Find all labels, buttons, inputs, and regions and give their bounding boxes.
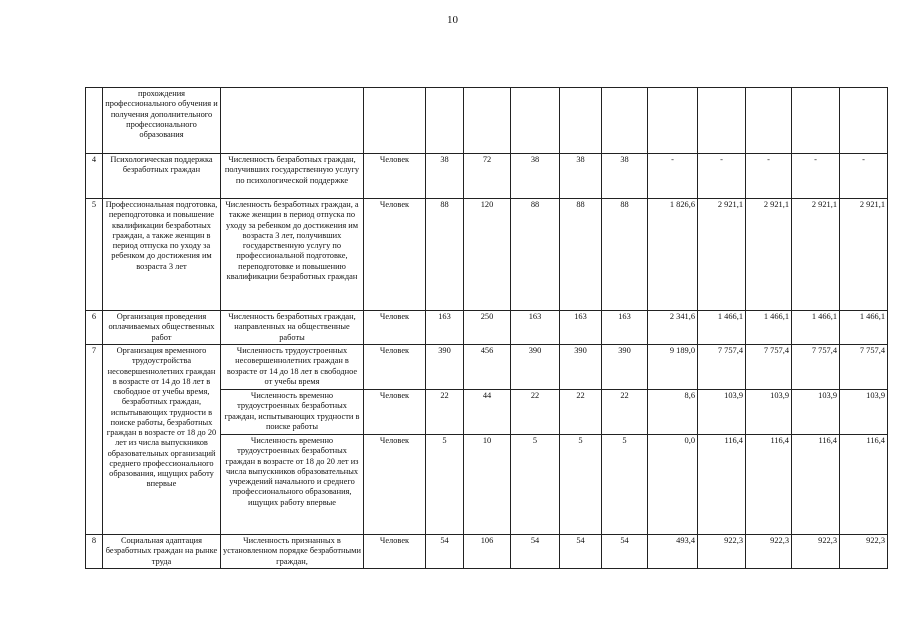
value-cell: 88 xyxy=(511,199,560,311)
finance-cell: 1 466,1 xyxy=(698,311,746,345)
value-cell: 22 xyxy=(511,390,560,435)
activity-cell: Организация временного трудоустройства несовершеннолетних граждан в возрасте от 14 до 18 лет в свободное от учебы время, безработных граждан, испытывающих трудности в поиске работы, безработных граждан в возрасте от 18 до 20 лет из числа выпускников образовательных организаций среднего профессионального образования, ищущих работу впервые xyxy=(103,345,221,535)
value-cell: 22 xyxy=(426,390,464,435)
value-cell: 88 xyxy=(560,199,602,311)
table-row xyxy=(86,535,888,569)
unit-cell: Человек xyxy=(364,154,426,199)
finance-cell: 116,4 xyxy=(840,435,888,535)
page-number: 10 xyxy=(447,14,458,26)
finance-cell xyxy=(698,88,746,154)
table-row-continuation xyxy=(86,88,888,154)
value-cell: 390 xyxy=(426,345,464,390)
finance-cell: 922,3 xyxy=(698,535,746,569)
value-cell xyxy=(464,88,511,154)
finance-cell: 7 757,4 xyxy=(746,345,792,390)
finance-cell: 1 826,6 xyxy=(648,199,698,311)
table-row xyxy=(86,154,888,199)
value-cell: 38 xyxy=(602,154,648,199)
finance-cell: 2 921,1 xyxy=(746,199,792,311)
indicator-cell: Численность временно трудоустроенных безработных граждан, испытывающих трудности в поиске работы xyxy=(221,390,364,435)
activity-cell: Организация проведения оплачиваемых общественных работ xyxy=(103,311,221,345)
row-number-cell: 7 xyxy=(86,345,103,535)
finance-cell: 2 921,1 xyxy=(698,199,746,311)
unit-cell: Человек xyxy=(364,535,426,569)
unit-cell: Человек xyxy=(364,199,426,311)
finance-cell: 9 189,0 xyxy=(648,345,698,390)
finance-cell xyxy=(648,88,698,154)
value-cell: 390 xyxy=(560,345,602,390)
indicator-cell: Численность признанных в установленном порядке безработными граждан, xyxy=(221,535,364,569)
value-cell: 72 xyxy=(464,154,511,199)
value-cell: 22 xyxy=(560,390,602,435)
finance-cell: 116,4 xyxy=(792,435,840,535)
finance-cell: 8,6 xyxy=(648,390,698,435)
table-row xyxy=(86,345,888,390)
indicator-cell xyxy=(221,88,364,154)
value-cell: 10 xyxy=(464,435,511,535)
value-cell: 390 xyxy=(511,345,560,390)
finance-cell xyxy=(792,88,840,154)
row-number-cell: 6 xyxy=(86,311,103,345)
value-cell xyxy=(560,88,602,154)
value-cell: 22 xyxy=(602,390,648,435)
unit-cell: Человек xyxy=(364,311,426,345)
value-cell: 163 xyxy=(560,311,602,345)
finance-cell: 116,4 xyxy=(698,435,746,535)
indicator-cell: Численность безработных граждан, направленных на общественные работы xyxy=(221,311,364,345)
finance-cell: 2 921,1 xyxy=(840,199,888,311)
value-cell: 250 xyxy=(464,311,511,345)
finance-cell: 922,3 xyxy=(792,535,840,569)
finance-cell: - xyxy=(840,154,888,199)
value-cell: 5 xyxy=(426,435,464,535)
value-cell: 44 xyxy=(464,390,511,435)
finance-cell: 7 757,4 xyxy=(698,345,746,390)
activity-cell: прохождения профессионального обучения и получения дополнительного профессионального образования xyxy=(103,88,221,154)
value-cell: 5 xyxy=(560,435,602,535)
finance-cell: 7 757,4 xyxy=(792,345,840,390)
finance-cell: 7 757,4 xyxy=(840,345,888,390)
value-cell: 5 xyxy=(511,435,560,535)
value-cell: 390 xyxy=(602,345,648,390)
unit-cell: Человек xyxy=(364,345,426,390)
finance-cell: - xyxy=(746,154,792,199)
table-row xyxy=(86,199,888,311)
value-cell: 163 xyxy=(602,311,648,345)
finance-cell: 0,0 xyxy=(648,435,698,535)
value-cell xyxy=(426,88,464,154)
finance-cell: 2 341,6 xyxy=(648,311,698,345)
finance-cell: 1 466,1 xyxy=(792,311,840,345)
indicator-cell: Численность безработных граждан, получивших государственную услугу по психологической поддержке xyxy=(221,154,364,199)
finance-cell: 922,3 xyxy=(746,535,792,569)
finance-cell: 1 466,1 xyxy=(746,311,792,345)
finance-cell: 922,3 xyxy=(840,535,888,569)
value-cell: 106 xyxy=(464,535,511,569)
indicator-cell: Численность временно трудоустроенных безработных граждан в возрасте от 18 до 20 лет из числа выпускников образовательных учреждений начального и среднего профессионального образования, ищущих работу впервые xyxy=(221,435,364,535)
finance-cell: 103,9 xyxy=(746,390,792,435)
activity-cell: Психологическая поддержка безработных граждан xyxy=(103,154,221,199)
table-row xyxy=(86,311,888,345)
finance-cell: - xyxy=(648,154,698,199)
row-number-cell: 4 xyxy=(86,154,103,199)
value-cell: 54 xyxy=(426,535,464,569)
value-cell: 54 xyxy=(560,535,602,569)
indicator-cell: Численность безработных граждан, а также женщин в период отпуска по уходу за ребенком до достижения им возраста 3 лет, получивших государственную услугу по профессиональной подготовке, переподготовке и повышению квалификации безработных граждан xyxy=(221,199,364,311)
indicator-cell: Численность трудоустроенных несовершеннолетних граждан в возрасте от 14 до 18 лет в свободное от учебы время xyxy=(221,345,364,390)
finance-cell: 116,4 xyxy=(746,435,792,535)
row-number-cell: 8 xyxy=(86,535,103,569)
finance-cell: 103,9 xyxy=(698,390,746,435)
finance-cell: 103,9 xyxy=(840,390,888,435)
finance-cell xyxy=(746,88,792,154)
finance-cell: 2 921,1 xyxy=(792,199,840,311)
program-indicators-table xyxy=(85,87,888,569)
row-number-cell: 5 xyxy=(86,199,103,311)
value-cell: 38 xyxy=(511,154,560,199)
value-cell: 5 xyxy=(602,435,648,535)
value-cell: 88 xyxy=(602,199,648,311)
finance-cell: 103,9 xyxy=(792,390,840,435)
finance-cell: - xyxy=(792,154,840,199)
value-cell: 54 xyxy=(511,535,560,569)
finance-cell: 493,4 xyxy=(648,535,698,569)
activity-cell: Социальная адаптация безработных граждан на рынке труда xyxy=(103,535,221,569)
value-cell: 88 xyxy=(426,199,464,311)
value-cell: 54 xyxy=(602,535,648,569)
finance-cell xyxy=(840,88,888,154)
unit-cell: Человек xyxy=(364,435,426,535)
finance-cell: - xyxy=(698,154,746,199)
value-cell: 38 xyxy=(560,154,602,199)
value-cell: 38 xyxy=(426,154,464,199)
unit-cell: Человек xyxy=(364,390,426,435)
value-cell xyxy=(511,88,560,154)
activity-cell: Профессиональная подготовка, переподготовка и повышение квалификации безработных граждан, а также женщин в период отпуска по уходу за ребенком до достижения им возраста 3 лет xyxy=(103,199,221,311)
finance-cell: 1 466,1 xyxy=(840,311,888,345)
value-cell: 163 xyxy=(511,311,560,345)
value-cell xyxy=(602,88,648,154)
value-cell: 163 xyxy=(426,311,464,345)
unit-cell xyxy=(364,88,426,154)
row-number-cell xyxy=(86,88,103,154)
value-cell: 120 xyxy=(464,199,511,311)
value-cell: 456 xyxy=(464,345,511,390)
